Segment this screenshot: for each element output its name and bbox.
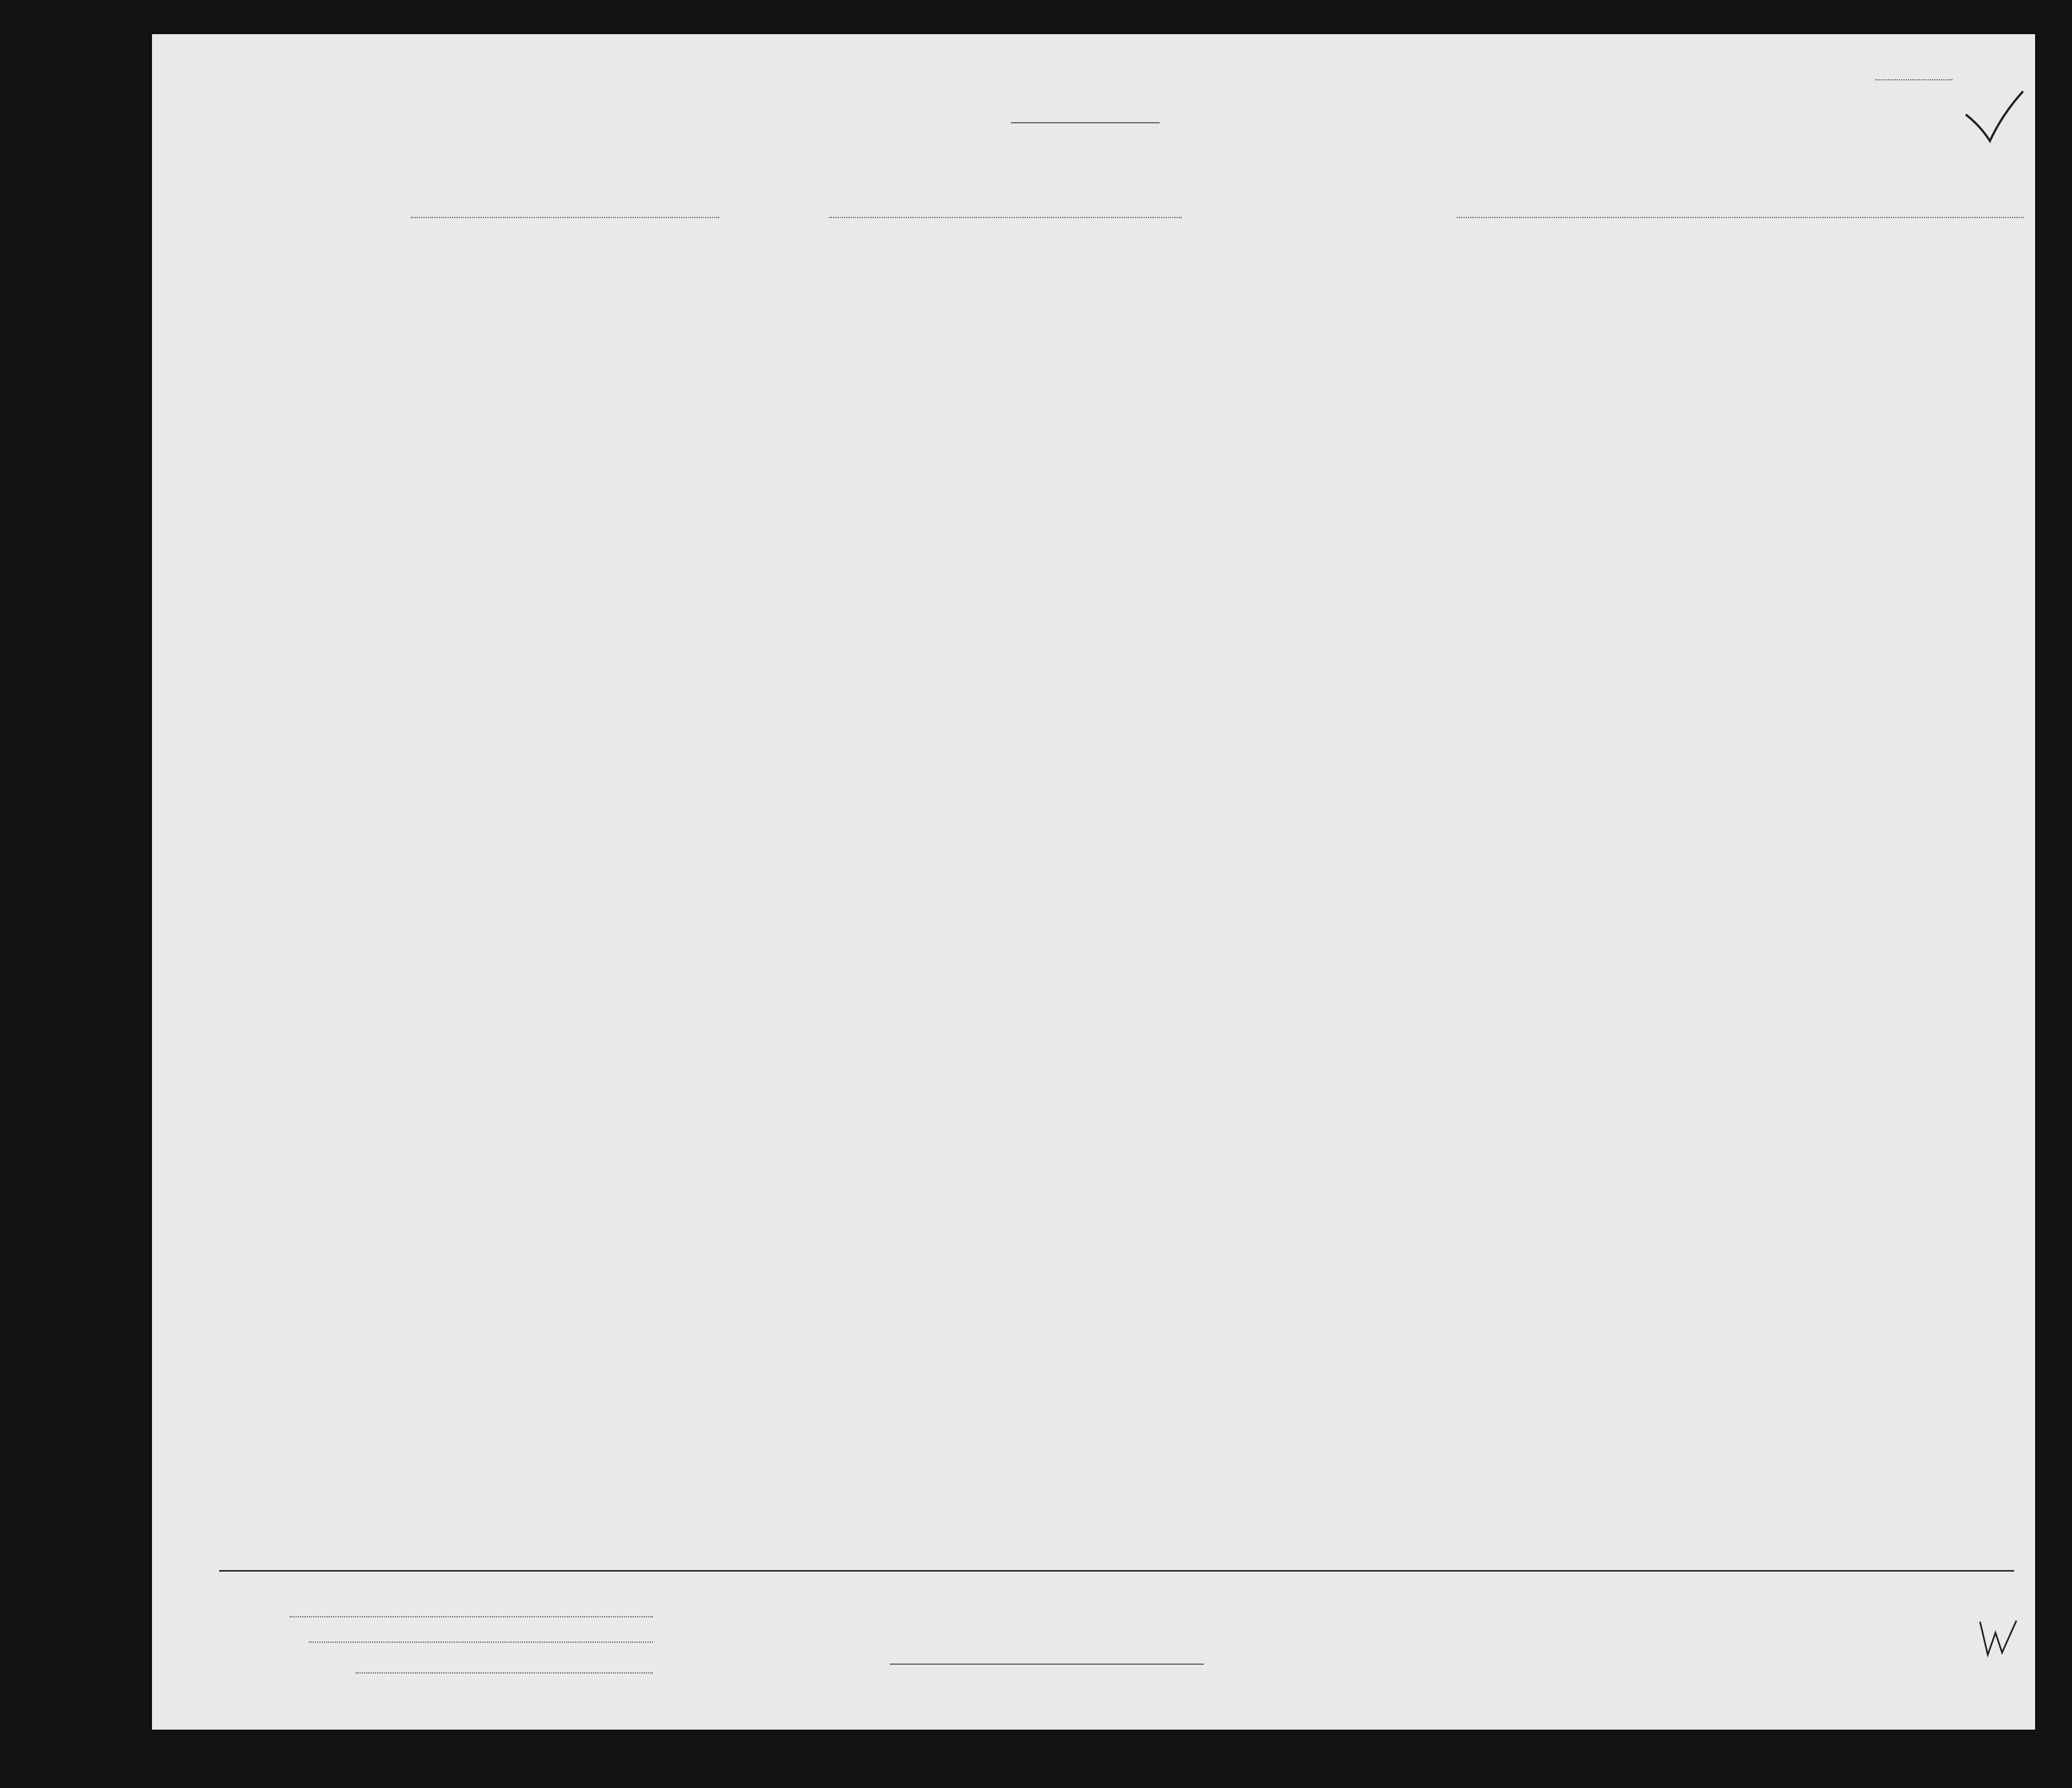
crew-table <box>152 34 2035 1730</box>
inspector-line <box>890 1664 1204 1665</box>
table-bottom-rule <box>219 1570 2014 1572</box>
owners-underline <box>309 1642 653 1643</box>
inspector-initial-mark <box>1977 1616 2021 1660</box>
agents-underline <box>356 1672 653 1673</box>
line-underline <box>290 1616 653 1617</box>
manifest-sheet <box>152 34 2035 1730</box>
